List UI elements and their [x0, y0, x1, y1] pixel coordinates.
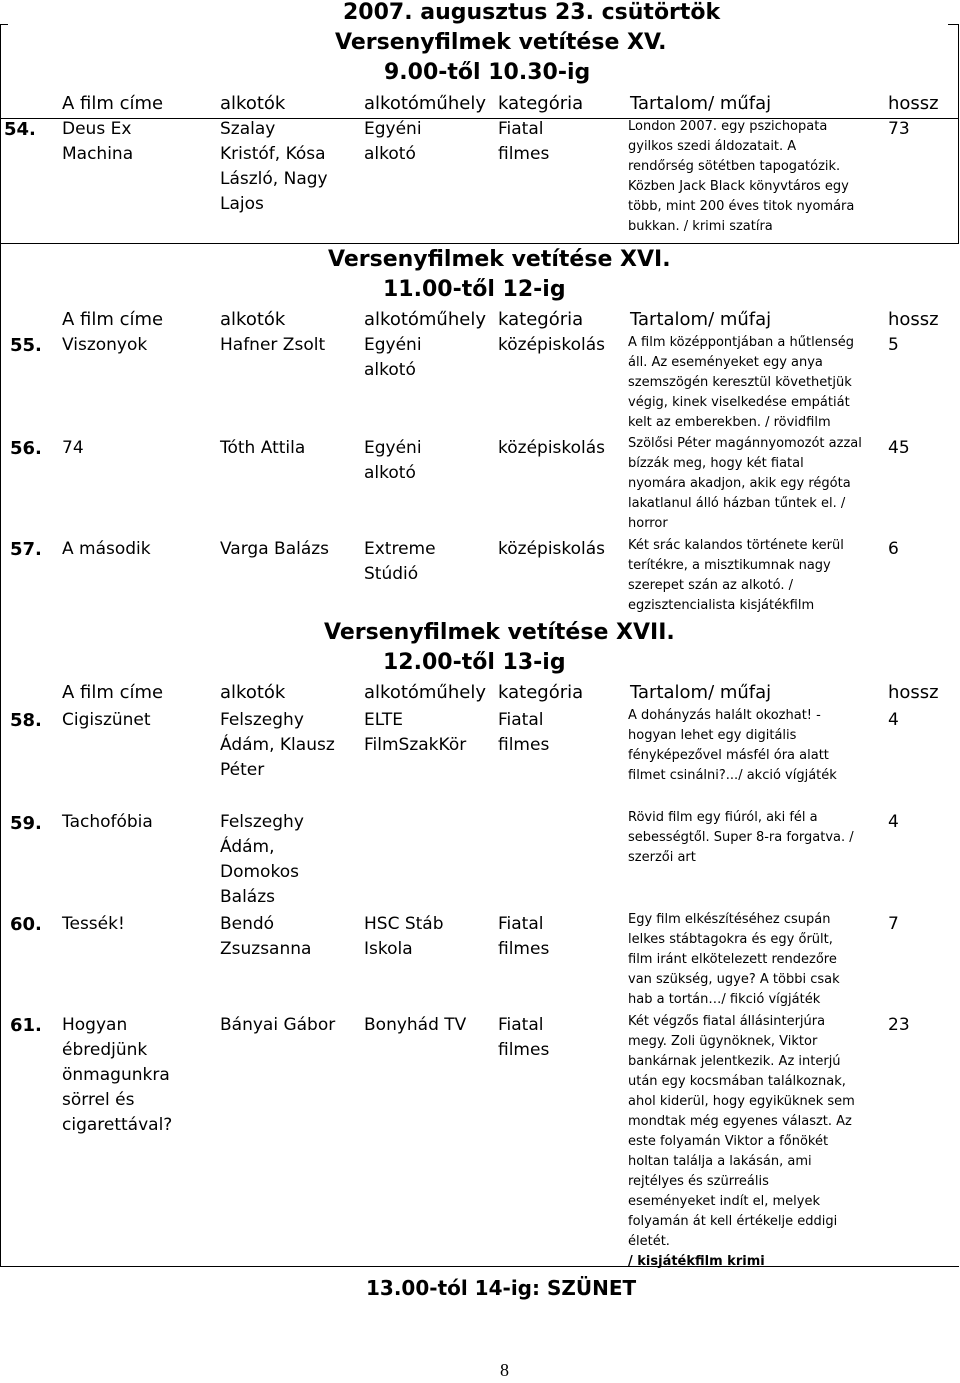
category: középiskolás: [498, 335, 606, 355]
creators: Bendó Zsuzsanna: [220, 914, 312, 959]
col-category-header: kategória: [498, 309, 584, 330]
col-category-header: kategória: [498, 93, 584, 114]
col-workshop-header: alkotóműhely: [364, 93, 486, 114]
film-title: Cigiszünet: [62, 710, 151, 730]
creators: Szalay Kristóf, Kósa László, Nagy Lajos: [220, 119, 328, 214]
film-title: Deus Ex Machina: [62, 119, 134, 164]
film-title: 74: [62, 438, 84, 458]
top-border-right: [948, 24, 958, 25]
creators: Bányai Gábor: [220, 1015, 336, 1035]
col-length-header: hossz: [888, 682, 939, 703]
film-length: 5: [888, 335, 899, 355]
film-title: A második: [62, 539, 151, 559]
col-content-header: Tartalom/ műfaj: [630, 93, 772, 114]
content-description: Szölősi Péter magánnyomozót azzal bízzák meg, hogy két fiatal nyomára akadjon, akik egy régóta lakatlanul álló házban tűntek el. / horror: [628, 436, 862, 531]
film-length: 23: [888, 1015, 910, 1035]
film-length: 45: [888, 438, 910, 458]
workshop: Bonyhád TV: [364, 1015, 467, 1035]
content-description: Két végzős fiatal állásinterjúra megy. Zoli ügynöknek, Viktor bankárnak jelentkezik. Az interjú után egy kocsmában találkoznak, ahol kiderül, hogy egyiküknek sem mondtak még egyenes választ. Az este folyamán Viktor a főnökét holtan találja a lakásán, ami rejtélyes és szürreális eseményeket indít el, melyek folyamán át kell értékelje eddigi életét. / kisjátékfilm krimi: [628, 1014, 855, 1269]
content-description: Egy film elkészítéséhez csupán lelkes stábtagokra és egy őrült, film iránt elkötelezett rendezőre van szükség, ugye? A többi csak hab a tortán…/ fikció vígjáték: [628, 912, 840, 1007]
block1-bottom-border: [0, 243, 959, 244]
workshop: HSC Stáb Iskola: [364, 914, 444, 959]
col-creators-header: alkotók: [220, 93, 286, 114]
workshop: ELTE FilmSzakKör: [364, 710, 467, 755]
content-description: A film középpontjában a hűtlenség áll. Az eseményeket egy anya szemszögén keresztül követhetjük végig, kinek viselkedése empátiát kelt az emberekben. / rövidfilm: [628, 335, 854, 430]
content-description: London 2007. egy pszichopata gyilkos szedi áldozatait. A rendőrség sötétben tapogatózik. Közben Jack Black könyvtáros egy több, mint 200 éves titok nyomára bukkan. / krimi szatíra: [628, 119, 855, 234]
category: Fiatal filmes: [498, 914, 550, 959]
col-category-header: kategória: [498, 682, 584, 703]
row-number: 59.: [10, 813, 42, 834]
row-number: 60.: [10, 914, 42, 935]
col-creators-header: alkotók: [220, 682, 286, 703]
film-length: 4: [888, 710, 899, 730]
creators: Hafner Zsolt: [220, 335, 326, 355]
creators: Tóth Attila: [220, 438, 306, 458]
block2-time: 11.00-től 12-ig: [383, 277, 566, 302]
film-length: 73: [888, 119, 910, 139]
workshop: Egyéni alkotó: [364, 119, 422, 164]
category: Fiatal filmes: [498, 119, 550, 164]
film-length: 4: [888, 812, 899, 832]
workshop: Extreme Stúdió: [364, 539, 436, 584]
film-title: Viszonyok: [62, 335, 148, 355]
row-number: 61.: [10, 1015, 42, 1036]
col-creators-header: alkotók: [220, 309, 286, 330]
row-number: 58.: [10, 710, 42, 731]
block1-title: Versenyfilmek vetítése XV.: [335, 30, 667, 55]
block1-time: 9.00-től 10.30-ig: [384, 60, 591, 85]
film-title: Tachofóbia: [62, 812, 153, 832]
col-length-header: hossz: [888, 309, 939, 330]
row-number: 54.: [4, 119, 36, 140]
col-content-header: Tartalom/ műfaj: [630, 309, 772, 330]
row-number: 56.: [10, 438, 42, 459]
film-length: 7: [888, 914, 899, 934]
content-description: Két srác kalandos története kerül terítékre, a misztikumnak nagy szerepet szán az alkotó. / egzisztencialista kisjátékfilm: [628, 538, 844, 613]
right-border: [958, 24, 959, 244]
break-note: 13.00-tól 14-ig: SZÜNET: [366, 1276, 637, 1300]
workshop: Egyéni alkotó: [364, 438, 422, 483]
col-title-header: A film címe: [62, 309, 164, 330]
block3-time: 12.00-től 13-ig: [383, 650, 566, 675]
col-title-header: A film címe: [62, 93, 164, 114]
block2-title: Versenyfilmek vetítése XVI.: [328, 247, 671, 272]
category: középiskolás: [498, 438, 606, 458]
creators: Varga Balázs: [220, 539, 330, 559]
film-title: Hogyan ébredjünk önmagunkra sörrel és cigarettával?: [62, 1015, 173, 1135]
film-title: Tessék!: [62, 914, 125, 934]
category: középiskolás: [498, 539, 606, 559]
top-left-border: [0, 24, 1, 1267]
category: Fiatal filmes: [498, 710, 550, 755]
film-length: 6: [888, 539, 899, 559]
block3-title: Versenyfilmek vetítése XVII.: [324, 620, 675, 645]
col-content-header: Tartalom/ műfaj: [630, 682, 772, 703]
content-description: Rövid film egy fiúról, aki fél a sebességtől. Super 8-ra forgatva. / szerzői art: [628, 810, 854, 865]
workshop: Egyéni alkotó: [364, 335, 422, 380]
top-border-left: [0, 24, 8, 25]
col-title-header: A film címe: [62, 682, 164, 703]
col-workshop-header: alkotóműhely: [364, 682, 486, 703]
content-description: A dohányzás halált okozhat! - hogyan lehet egy digitális fényképezővel másfél óra alatt filmet csinálni?.../ akció vígjáték: [628, 708, 837, 783]
col-workshop-header: alkotóműhely: [364, 309, 486, 330]
creators: Felszeghy Ádám, Domokos Balázs: [220, 812, 304, 907]
category: Fiatal filmes: [498, 1015, 550, 1060]
col-length-header: hossz: [888, 93, 939, 114]
creators: Felszeghy Ádám, Klausz Péter: [220, 710, 335, 780]
row-number: 57.: [10, 539, 42, 560]
row-number: 55.: [10, 335, 42, 356]
date-heading: 2007. augusztus 23. csütörtök: [343, 0, 721, 25]
page-number: 8: [500, 1360, 509, 1380]
